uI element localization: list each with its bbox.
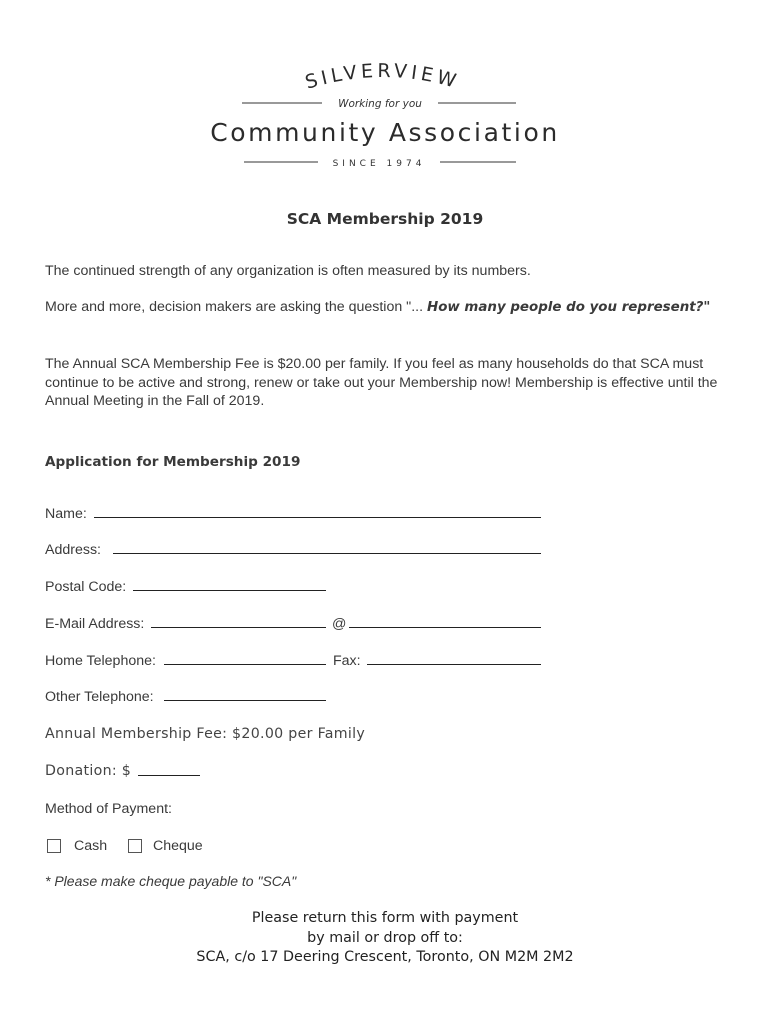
address-label: Address: (45, 542, 101, 558)
postal-code-label: Postal Code: (45, 579, 127, 595)
logo-arc-text: SILVERVIEW (302, 62, 463, 94)
cash-label: Cash (74, 838, 108, 854)
other-telephone-label: Other Telephone: (45, 689, 154, 705)
email-user-field[interactable] (151, 627, 326, 628)
return-line-1: Please return this form with payment (251, 910, 519, 926)
intro-paragraph-3: The Annual SCA Membership Fee is $20.00 per family. If you feel as many households do that SCA must continue to be active and strong, renew or take out your Membership now! Membership is effective until the Annual Meeting in the Fall of 2019. (45, 356, 718, 409)
membership-fee-text: Annual Membership Fee: $20.00 per Family (45, 726, 366, 742)
cheque-checkbox[interactable] (128, 839, 142, 853)
home-telephone-field[interactable] (164, 664, 326, 665)
fax-field[interactable] (367, 664, 541, 665)
fax-label: Fax: (333, 653, 361, 669)
other-telephone-field[interactable] (164, 700, 326, 701)
page-title: SCA Membership 2019 (286, 210, 484, 228)
cheque-label: Cheque (153, 838, 203, 854)
donation-label: Donation: $ (45, 763, 132, 779)
cheque-note: * Please make cheque payable to "SCA" (45, 873, 297, 889)
logo-tagline: Working for you (338, 98, 422, 110)
cash-checkbox[interactable] (47, 839, 61, 853)
form-heading: Application for Membership 2019 (45, 454, 301, 470)
logo (0, 0, 770, 180)
intro-paragraph-2 (45, 298, 735, 318)
home-telephone-label: Home Telephone: (45, 653, 156, 669)
intro-paragraph-1: The continued strength of any organization is often measured by its numbers. (45, 263, 531, 279)
postal-code-field[interactable] (133, 590, 326, 591)
logo-name: Community Association (210, 118, 560, 147)
address-field[interactable] (113, 553, 541, 554)
return-address: SCA, c/o 17 Deering Crescent, Toronto, ON M2M 2M2 (196, 949, 574, 965)
intro-paragraph-2-text: More and more, decision makers are asking the question "... (45, 299, 427, 315)
return-line-2: by mail or drop off to: (307, 929, 463, 946)
name-label: Name: (45, 506, 87, 522)
email-at-sign: @ (332, 616, 347, 632)
name-field[interactable] (94, 517, 541, 518)
email-domain-field[interactable] (349, 627, 541, 628)
donation-field[interactable] (138, 775, 200, 776)
email-label: E-Mail Address: (45, 616, 145, 632)
payment-method-label: Method of Payment: (45, 801, 172, 817)
intro-paragraph-2-quote: How many people do you represent?" (426, 300, 711, 315)
logo-since: SINCE 1974 (332, 159, 426, 169)
return-instructions (0, 909, 770, 968)
